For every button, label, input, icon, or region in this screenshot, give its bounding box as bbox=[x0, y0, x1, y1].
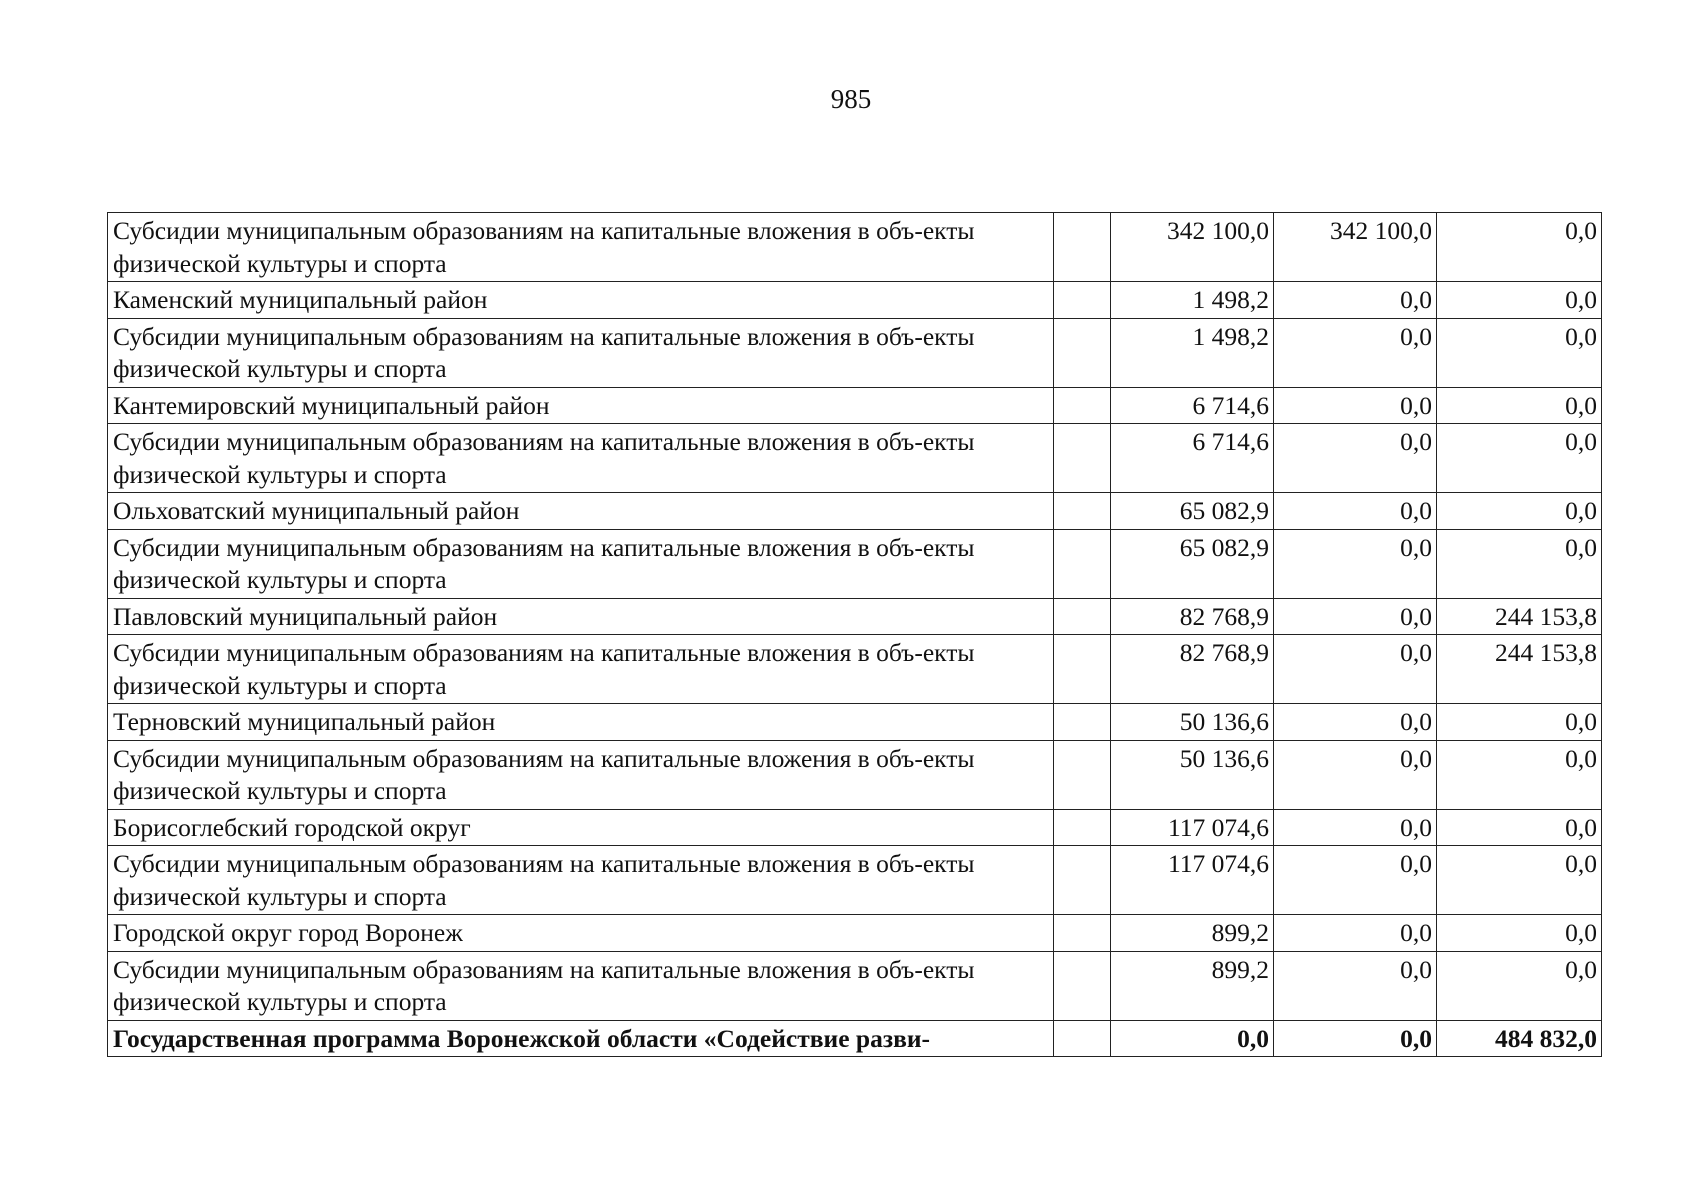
row-value-2-cell: 0,0 bbox=[1274, 951, 1437, 1020]
row-value-1-cell: 117 074,6 bbox=[1111, 846, 1274, 915]
row-name-cell: Каменский муниципальный район bbox=[108, 282, 1054, 319]
row-value-1-cell: 65 082,9 bbox=[1111, 493, 1274, 530]
row-value-2-cell: 0,0 bbox=[1274, 1020, 1437, 1057]
row-value-3-cell: 0,0 bbox=[1437, 529, 1602, 598]
row-value-3-cell: 0,0 bbox=[1437, 493, 1602, 530]
row-value-3-cell: 0,0 bbox=[1437, 704, 1602, 741]
table-row bbox=[108, 846, 1602, 915]
row-value-1-cell: 899,2 bbox=[1111, 915, 1274, 952]
row-code-cell bbox=[1054, 213, 1111, 282]
row-code-cell bbox=[1054, 704, 1111, 741]
table-row bbox=[108, 951, 1602, 1020]
budget-table bbox=[107, 212, 1602, 1057]
table-row bbox=[108, 915, 1602, 952]
row-code-cell bbox=[1054, 493, 1111, 530]
row-name-cell: Терновский муниципальный район bbox=[108, 704, 1054, 741]
row-value-3-cell: 484 832,0 bbox=[1437, 1020, 1602, 1057]
row-value-1-cell: 6 714,6 bbox=[1111, 387, 1274, 424]
table-row bbox=[108, 213, 1602, 282]
row-value-1-cell: 1 498,2 bbox=[1111, 318, 1274, 387]
row-value-2-cell: 0,0 bbox=[1274, 809, 1437, 846]
row-value-2-cell: 342 100,0 bbox=[1274, 213, 1437, 282]
row-code-cell bbox=[1054, 424, 1111, 493]
row-value-3-cell: 0,0 bbox=[1437, 951, 1602, 1020]
row-value-1-cell: 50 136,6 bbox=[1111, 704, 1274, 741]
row-value-3-cell: 0,0 bbox=[1437, 915, 1602, 952]
row-value-2-cell: 0,0 bbox=[1274, 598, 1437, 635]
table-row bbox=[108, 493, 1602, 530]
table-row bbox=[108, 635, 1602, 704]
row-value-3-cell: 0,0 bbox=[1437, 387, 1602, 424]
row-code-cell bbox=[1054, 951, 1111, 1020]
table-row bbox=[108, 529, 1602, 598]
row-name-cell: Субсидии муниципальным образованиям на капитальные вложения в объ-екты физической культуры и спорта bbox=[108, 318, 1054, 387]
table-row bbox=[108, 318, 1602, 387]
row-value-2-cell: 0,0 bbox=[1274, 318, 1437, 387]
row-value-3-cell: 0,0 bbox=[1437, 282, 1602, 319]
page-number: 985 bbox=[830, 84, 872, 114]
row-value-2-cell: 0,0 bbox=[1274, 493, 1437, 530]
row-value-1-cell: 6 714,6 bbox=[1111, 424, 1274, 493]
row-code-cell bbox=[1054, 635, 1111, 704]
row-value-2-cell: 0,0 bbox=[1274, 846, 1437, 915]
row-value-1-cell: 1 498,2 bbox=[1111, 282, 1274, 319]
row-value-3-cell: 0,0 bbox=[1437, 846, 1602, 915]
row-code-cell bbox=[1054, 1020, 1111, 1057]
row-value-1-cell: 82 768,9 bbox=[1111, 598, 1274, 635]
row-name-cell: Кантемировский муниципальный район bbox=[108, 387, 1054, 424]
row-value-1-cell: 82 768,9 bbox=[1111, 635, 1274, 704]
row-code-cell bbox=[1054, 598, 1111, 635]
row-value-1-cell: 0,0 bbox=[1111, 1020, 1274, 1057]
row-value-1-cell: 342 100,0 bbox=[1111, 213, 1274, 282]
row-value-1-cell: 65 082,9 bbox=[1111, 529, 1274, 598]
row-value-3-cell: 0,0 bbox=[1437, 740, 1602, 809]
row-code-cell bbox=[1054, 809, 1111, 846]
row-name-cell: Субсидии муниципальным образованиям на капитальные вложения в объ-екты физической культуры и спорта bbox=[108, 846, 1054, 915]
row-value-2-cell: 0,0 bbox=[1274, 282, 1437, 319]
row-value-2-cell: 0,0 bbox=[1274, 529, 1437, 598]
row-value-1-cell: 50 136,6 bbox=[1111, 740, 1274, 809]
row-value-2-cell: 0,0 bbox=[1274, 740, 1437, 809]
row-value-2-cell: 0,0 bbox=[1274, 915, 1437, 952]
table-row bbox=[108, 809, 1602, 846]
row-code-cell bbox=[1054, 740, 1111, 809]
row-value-3-cell: 244 153,8 bbox=[1437, 635, 1602, 704]
row-name-cell: Борисоглебский городской округ bbox=[108, 809, 1054, 846]
row-name-cell: Городской округ город Воронеж bbox=[108, 915, 1054, 952]
table-row bbox=[108, 282, 1602, 319]
row-code-cell bbox=[1054, 846, 1111, 915]
row-code-cell bbox=[1054, 529, 1111, 598]
row-value-1-cell: 899,2 bbox=[1111, 951, 1274, 1020]
row-name-cell: Субсидии муниципальным образованиям на капитальные вложения в объ-екты физической культуры и спорта bbox=[108, 424, 1054, 493]
row-name-cell: Павловский муниципальный район bbox=[108, 598, 1054, 635]
row-value-3-cell: 244 153,8 bbox=[1437, 598, 1602, 635]
table-row bbox=[108, 387, 1602, 424]
budget-table-body bbox=[108, 213, 1602, 1057]
row-name-cell: Субсидии муниципальным образованиям на капитальные вложения в объ-екты физической культуры и спорта bbox=[108, 213, 1054, 282]
row-value-2-cell: 0,0 bbox=[1274, 704, 1437, 741]
table-row bbox=[108, 704, 1602, 741]
row-name-cell: Субсидии муниципальным образованиям на капитальные вложения в объ-екты физической культуры и спорта bbox=[108, 951, 1054, 1020]
row-name-cell: Субсидии муниципальным образованиям на капитальные вложения в объ-екты физической культуры и спорта bbox=[108, 635, 1054, 704]
table-row bbox=[108, 740, 1602, 809]
row-code-cell bbox=[1054, 915, 1111, 952]
table-row bbox=[108, 424, 1602, 493]
row-name-cell: Субсидии муниципальным образованиям на капитальные вложения в объ-екты физической культуры и спорта bbox=[108, 529, 1054, 598]
row-value-3-cell: 0,0 bbox=[1437, 213, 1602, 282]
table-row bbox=[108, 598, 1602, 635]
row-name-cell: Субсидии муниципальным образованиям на капитальные вложения в объ-екты физической культуры и спорта bbox=[108, 740, 1054, 809]
row-value-3-cell: 0,0 bbox=[1437, 809, 1602, 846]
row-name-cell: Ольховатский муниципальный район bbox=[108, 493, 1054, 530]
row-value-2-cell: 0,0 bbox=[1274, 424, 1437, 493]
row-value-2-cell: 0,0 bbox=[1274, 387, 1437, 424]
row-value-2-cell: 0,0 bbox=[1274, 635, 1437, 704]
table-row-program-total bbox=[108, 1020, 1602, 1057]
row-code-cell bbox=[1054, 387, 1111, 424]
row-value-3-cell: 0,0 bbox=[1437, 318, 1602, 387]
row-value-1-cell: 117 074,6 bbox=[1111, 809, 1274, 846]
row-code-cell bbox=[1054, 282, 1111, 319]
row-code-cell bbox=[1054, 318, 1111, 387]
row-value-3-cell: 0,0 bbox=[1437, 424, 1602, 493]
row-name-cell: Государственная программа Воронежской области «Содействие разви- bbox=[108, 1020, 1054, 1057]
